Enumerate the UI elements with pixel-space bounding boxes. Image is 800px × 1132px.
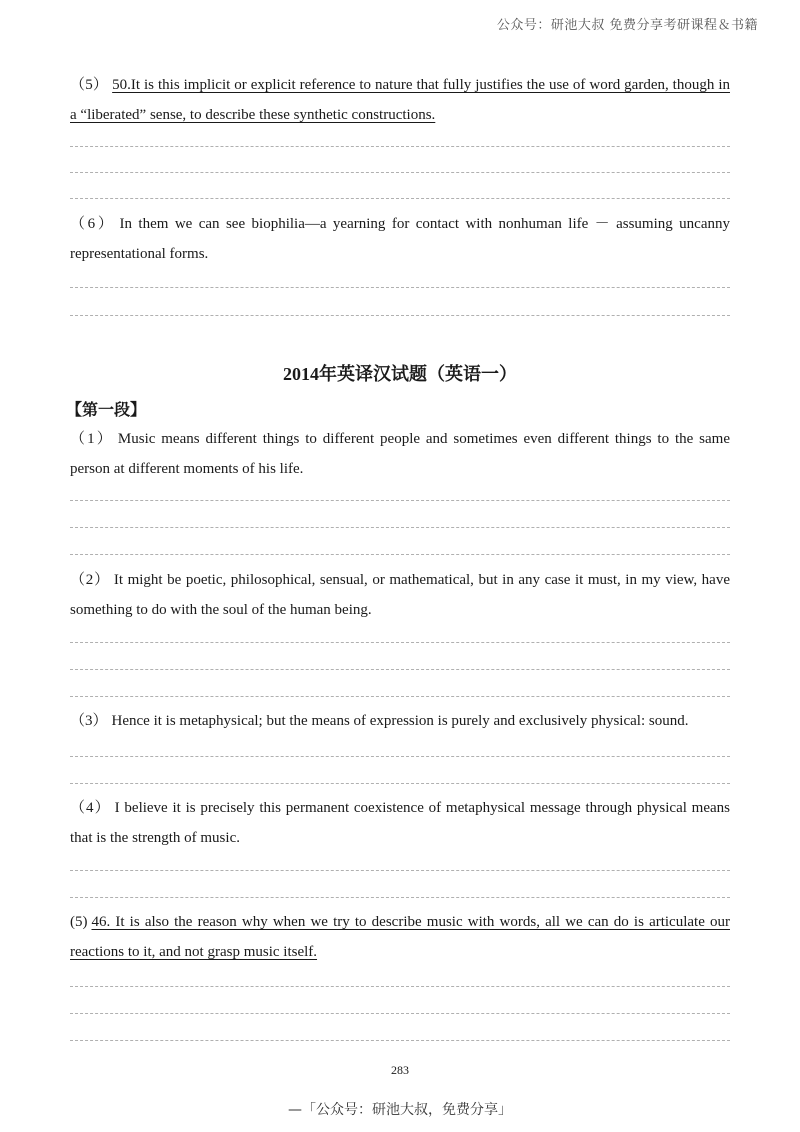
answer-line (70, 287, 730, 288)
answer-line (70, 527, 730, 528)
answer-line (70, 783, 730, 784)
answer-line (70, 554, 730, 555)
paragraph-text: 50.It is this implicit or explicit reference to nature that fully justifies the use of word garden, though in a “liberated” sense, to describe these synthetic constructions. (70, 77, 730, 123)
paragraph-text: In them we can see biophilia—a yearning for contact with nonhuman life － assuming uncanny representational forms. (70, 216, 730, 262)
paragraph-text: Music means different things to different people and sometimes even different things to the same person at different moments of his life. (70, 431, 730, 477)
paragraph-2 (70, 565, 730, 625)
paragraph-number: （6） (70, 216, 116, 232)
answer-line (70, 1040, 730, 1041)
answer-line (70, 756, 730, 757)
answer-line (70, 642, 730, 643)
paragraph-number: （4） (70, 800, 111, 816)
paragraph-5 (70, 907, 730, 967)
answer-line (70, 500, 730, 501)
answer-line (70, 986, 730, 987)
paragraph-number: （3） (70, 713, 108, 729)
header-note: 公众号：研池大叔 免费分享考研课程＆书籍 (496, 18, 758, 33)
paragraph-text: 46. It is also the reason why when we try to describe music with words, all we can do is articulate our reactions to it, and not grasp music itself. (70, 914, 730, 960)
answer-line (70, 669, 730, 670)
paragraph-text: I believe it is precisely this permanent coexistence of metaphysical message through physical means that is the strength of music. (70, 800, 730, 846)
paragraph-text: It might be poetic, philosophical, sensual, or mathematical, but in any case it must, in my view, have something to do with the soul of the human being. (70, 572, 730, 618)
paragraph-prev-6 (70, 209, 730, 269)
paragraph-text: Hence it is metaphysical; but the means of expression is purely and exclusively physical: sound. (111, 713, 689, 729)
paragraph-prev-5 (70, 70, 730, 130)
answer-line (70, 315, 730, 316)
answer-line (70, 870, 730, 871)
section-title: 2014年英译汉试题（英语一） (283, 364, 517, 384)
answer-line (70, 172, 730, 173)
paragraph-number: （2） (70, 572, 110, 588)
paragraph-3 (70, 706, 730, 736)
answer-line (70, 198, 730, 199)
paragraph-4 (70, 793, 730, 853)
paragraph-number: (5) (70, 914, 88, 930)
section-label: 【第一段】 (66, 400, 147, 419)
paragraph-1 (70, 424, 730, 484)
page-number: 283 (391, 1063, 409, 1077)
footer-note: —「公众号：研池大叔，免费分享」 (288, 1102, 512, 1118)
answer-line (70, 146, 730, 147)
answer-line (70, 696, 730, 697)
answer-line (70, 1013, 730, 1014)
paragraph-number: （5） (70, 77, 109, 93)
answer-line (70, 897, 730, 898)
paragraph-number: （1） (70, 431, 114, 447)
